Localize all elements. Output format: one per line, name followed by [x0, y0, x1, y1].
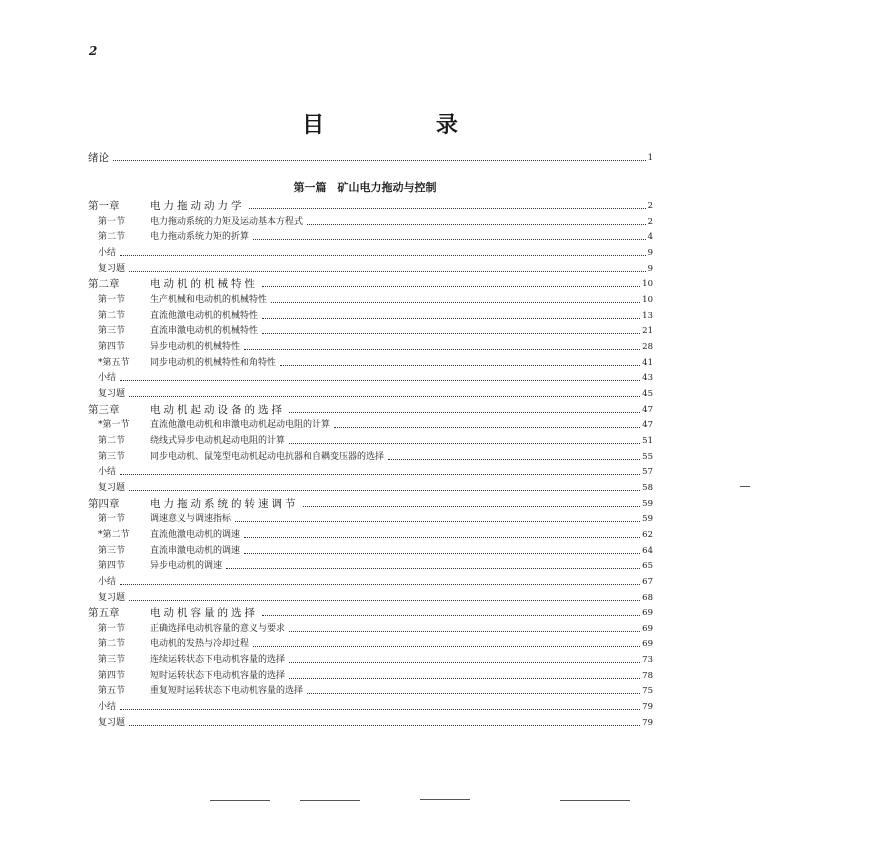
toc-entry-page: 78 [642, 671, 653, 681]
toc-section-row[interactable] [88, 636, 653, 650]
scan-artifact-line [740, 486, 750, 487]
leader-dots [129, 725, 640, 726]
toc-entry-title: 电动机的机械特性 [150, 278, 258, 290]
toc-section-row[interactable] [88, 417, 653, 431]
leader-dots [120, 380, 640, 381]
toc-chapter-row[interactable] [88, 198, 653, 212]
toc-entry-title: 生产机械和电动机的机械特性 [150, 295, 268, 305]
leader-dots [120, 474, 640, 475]
toc-entry-label: 复习题 [98, 483, 126, 493]
toc-entry-label: 第一节 [98, 295, 126, 305]
toc-entry-label: 小结 [98, 702, 117, 712]
toc-entry-label: 第四章 [88, 498, 120, 510]
leader-dots [129, 600, 640, 601]
toc-entry-page: 67 [642, 577, 653, 587]
leader-dots [307, 224, 646, 225]
toc-section-row[interactable] [88, 621, 653, 635]
page-number: 2 [89, 44, 98, 58]
toc-entry-label: 第四节 [98, 342, 126, 352]
toc-entry-title: 绕线式异步电动机起动电阻的计算 [150, 436, 286, 446]
toc-entry-page: 47 [642, 420, 653, 430]
toc-entry-label: 复习题 [98, 593, 126, 603]
toc-summary-row[interactable] [88, 480, 653, 494]
toc-entry-label: 小结 [98, 248, 117, 258]
toc-entry-label: 第三章 [88, 404, 120, 416]
leader-dots [253, 239, 646, 240]
leader-dots [280, 365, 640, 366]
toc-entry-page: 43 [642, 373, 653, 383]
toc-entry-page: 68 [642, 593, 653, 603]
leader-dots [303, 506, 641, 507]
toc-entry-label: 第二节 [98, 311, 126, 321]
leader-dots [129, 396, 640, 397]
toc-entry-title: 调速意义与调速指标 [150, 514, 232, 524]
toc-entry-label: 第三节 [98, 655, 126, 665]
leader-dots [113, 160, 646, 161]
toc-entry-title: 短时运转状态下电动机容量的选择 [150, 671, 286, 681]
toc-section-row[interactable] [88, 527, 653, 541]
toc-section-row[interactable] [88, 511, 653, 525]
toc-entry-page: 28 [642, 342, 653, 352]
scan-artifact-line [560, 800, 630, 801]
toc-section-row[interactable] [88, 433, 653, 447]
leader-dots [271, 302, 640, 303]
leader-dots [307, 693, 640, 694]
toc-entry-title: 电力拖动动力学 [150, 200, 245, 212]
toc-entry-page: 41 [642, 358, 653, 368]
toc-entry-page: 47 [642, 405, 653, 415]
toc-entry-page: 13 [642, 311, 653, 321]
toc-summary-row[interactable] [88, 590, 653, 604]
toc-entry-title: 连续运转状态下电动机容量的选择 [150, 655, 286, 665]
toc-section-row[interactable] [88, 229, 653, 243]
toc-intro-label: 绪论 [88, 152, 109, 164]
toc-chapter-row[interactable] [88, 276, 653, 290]
toc-entry-label: 复习题 [98, 264, 126, 274]
leader-dots [120, 255, 646, 256]
toc-entry-title: 电力拖动系统力矩的折算 [150, 232, 250, 242]
toc-entry-page: 79 [642, 718, 653, 728]
toc-section-row[interactable] [88, 339, 653, 353]
toc-section-row[interactable] [88, 683, 653, 697]
toc-entry-title: 电动机起动设备的选择 [150, 404, 285, 416]
toc-entry-page: 69 [642, 608, 653, 618]
toc-entry-page: 65 [642, 561, 653, 571]
scan-artifact-line [300, 800, 360, 801]
toc-entry-label: 小结 [98, 577, 117, 587]
toc-entry-title: 直流他激电动机的调速 [150, 530, 241, 540]
toc-section-row[interactable] [88, 308, 653, 322]
toc-entry-label: 复习题 [98, 718, 126, 728]
toc-section-row[interactable] [88, 214, 653, 228]
toc-entry-label: 第二章 [88, 278, 120, 290]
toc-entry-page: 9 [647, 264, 653, 274]
toc-chapter-row[interactable] [88, 402, 653, 416]
toc-entry-label: 第五章 [88, 607, 120, 619]
toc-chapter-row[interactable] [88, 496, 653, 510]
leader-dots [334, 427, 640, 428]
toc-entry-label: 小结 [98, 467, 117, 477]
toc-entry-page: 9 [647, 248, 653, 258]
toc-entry-title: 电力拖动系统的力矩及运动基本方程式 [150, 217, 304, 227]
leader-dots [289, 443, 640, 444]
toc-entry-page: 4 [647, 232, 653, 242]
toc-entry-label: *第二节 [98, 530, 130, 540]
toc-entry-title: 电动机容量的选择 [150, 607, 258, 619]
toc-entry-label: 第五节 [98, 686, 126, 696]
toc-section-row[interactable] [88, 355, 653, 369]
toc-summary-row[interactable] [88, 245, 653, 259]
leader-dots [120, 709, 640, 710]
toc-entry-page: 57 [642, 467, 653, 477]
scan-artifact-line [420, 799, 470, 800]
toc-section-row[interactable] [88, 323, 653, 337]
toc-summary-row[interactable] [88, 370, 653, 384]
toc-entry-title: 重复短时运转状态下电动机容量的选择 [150, 686, 304, 696]
toc-section-row[interactable] [88, 652, 653, 666]
leader-dots [129, 271, 646, 272]
toc-entry-title: 电动机的发热与冷却过程 [150, 639, 250, 649]
toc-entry-label: *第一节 [98, 420, 130, 430]
leader-dots [226, 568, 640, 569]
leader-dots [262, 286, 640, 287]
leader-dots [235, 521, 640, 522]
toc-entry-label: 第四节 [98, 671, 126, 681]
leader-dots [289, 412, 640, 413]
toc-entry-label: 第一节 [98, 624, 126, 634]
leader-dots [289, 631, 640, 632]
toc-entry-title: 正确选择电动机容量的意义与要求 [150, 624, 286, 634]
toc-summary-row[interactable] [88, 699, 653, 713]
toc-entry-page: 10 [642, 279, 653, 289]
toc-entry-page: 79 [642, 702, 653, 712]
part-heading: 第一篇 矿山电力拖动与控制 [293, 181, 437, 194]
toc-entry-label: 第四节 [98, 561, 126, 571]
toc-summary-row[interactable] [88, 715, 653, 729]
toc-entry-title: 直流他激电动机的机械特性 [150, 311, 259, 321]
toc-section-row[interactable] [88, 292, 653, 306]
toc-entry-page: 51 [642, 436, 653, 446]
leader-dots [244, 349, 640, 350]
toc-entry-page: 69 [642, 639, 653, 649]
toc-entry-page: 21 [642, 326, 653, 336]
toc-entry-label: 第一节 [98, 217, 126, 227]
toc-summary-row[interactable] [88, 464, 653, 478]
toc-section-row[interactable] [88, 558, 653, 572]
toc-entry-page: 64 [642, 546, 653, 556]
toc-entry-page: 75 [642, 686, 653, 696]
page-title: 目 录 [302, 112, 510, 138]
toc-entry-page: 58 [642, 483, 653, 493]
toc-entry-title: 直流他激电动机和串激电动机起动电阻的计算 [150, 420, 331, 430]
toc-entry-page: 62 [642, 530, 653, 540]
toc-entry-page: 2 [647, 217, 653, 227]
toc-entry-label: 第三节 [98, 546, 126, 556]
toc-entry-page: 73 [642, 655, 653, 665]
toc-section-row[interactable] [88, 449, 653, 463]
leader-dots [289, 662, 640, 663]
toc-summary-row[interactable] [88, 574, 653, 588]
toc-entry-page: 2 [647, 201, 653, 211]
leader-dots [262, 333, 640, 334]
toc-entry-page: 55 [642, 452, 653, 462]
toc-entry-label: 第二节 [98, 639, 126, 649]
leader-dots [244, 553, 640, 554]
toc-entry-page: 10 [642, 295, 653, 305]
leader-dots [253, 646, 640, 647]
toc-entry-label: 第三节 [98, 326, 126, 336]
toc-entry-title: 同步电动机的机械特性和角特性 [150, 358, 277, 368]
toc-chapter-row[interactable] [88, 605, 653, 619]
toc-entry-title: 电力拖动系统的转速调节 [150, 498, 299, 510]
leader-dots [289, 678, 640, 679]
toc-entry-title: 同步电动机、鼠笼型电动机起动电抗器和自耦变压器的选择 [150, 452, 385, 462]
toc-entry-label: *第五节 [98, 358, 130, 368]
leader-dots [262, 318, 640, 319]
toc-entry-label: 小结 [98, 373, 117, 383]
toc-entry-page: 45 [642, 389, 653, 399]
toc-section-row[interactable] [88, 668, 653, 682]
toc-entry-page: 69 [642, 624, 653, 634]
toc-entry-title: 直流串激电动机的机械特性 [150, 326, 259, 336]
toc-entry-label: 第一章 [88, 200, 120, 212]
toc-intro-row[interactable] [88, 150, 653, 164]
toc-summary-row[interactable] [88, 386, 653, 400]
toc-summary-row[interactable] [88, 261, 653, 275]
toc-entry-label: 复习题 [98, 389, 126, 399]
toc-entry-label: 第三节 [98, 452, 126, 462]
toc-intro-page: 1 [647, 153, 653, 163]
toc-entry-title: 直流串激电动机的调速 [150, 546, 241, 556]
toc-entry-title: 异步电动机的机械特性 [150, 342, 241, 352]
toc-entry-label: 第一节 [98, 514, 126, 524]
leader-dots [262, 615, 640, 616]
leader-dots [129, 490, 640, 491]
leader-dots [120, 584, 640, 585]
toc-entry-title: 异步电动机的调速 [150, 561, 223, 571]
scan-artifact-line [210, 800, 270, 801]
leader-dots [249, 208, 646, 209]
toc-entry-page: 59 [642, 514, 653, 524]
toc-entry-page: 59 [642, 499, 653, 509]
leader-dots [388, 459, 640, 460]
toc-entry-label: 第二节 [98, 232, 126, 242]
toc-section-row[interactable] [88, 543, 653, 557]
toc-entry-label: 第二节 [98, 436, 126, 446]
leader-dots [244, 537, 640, 538]
